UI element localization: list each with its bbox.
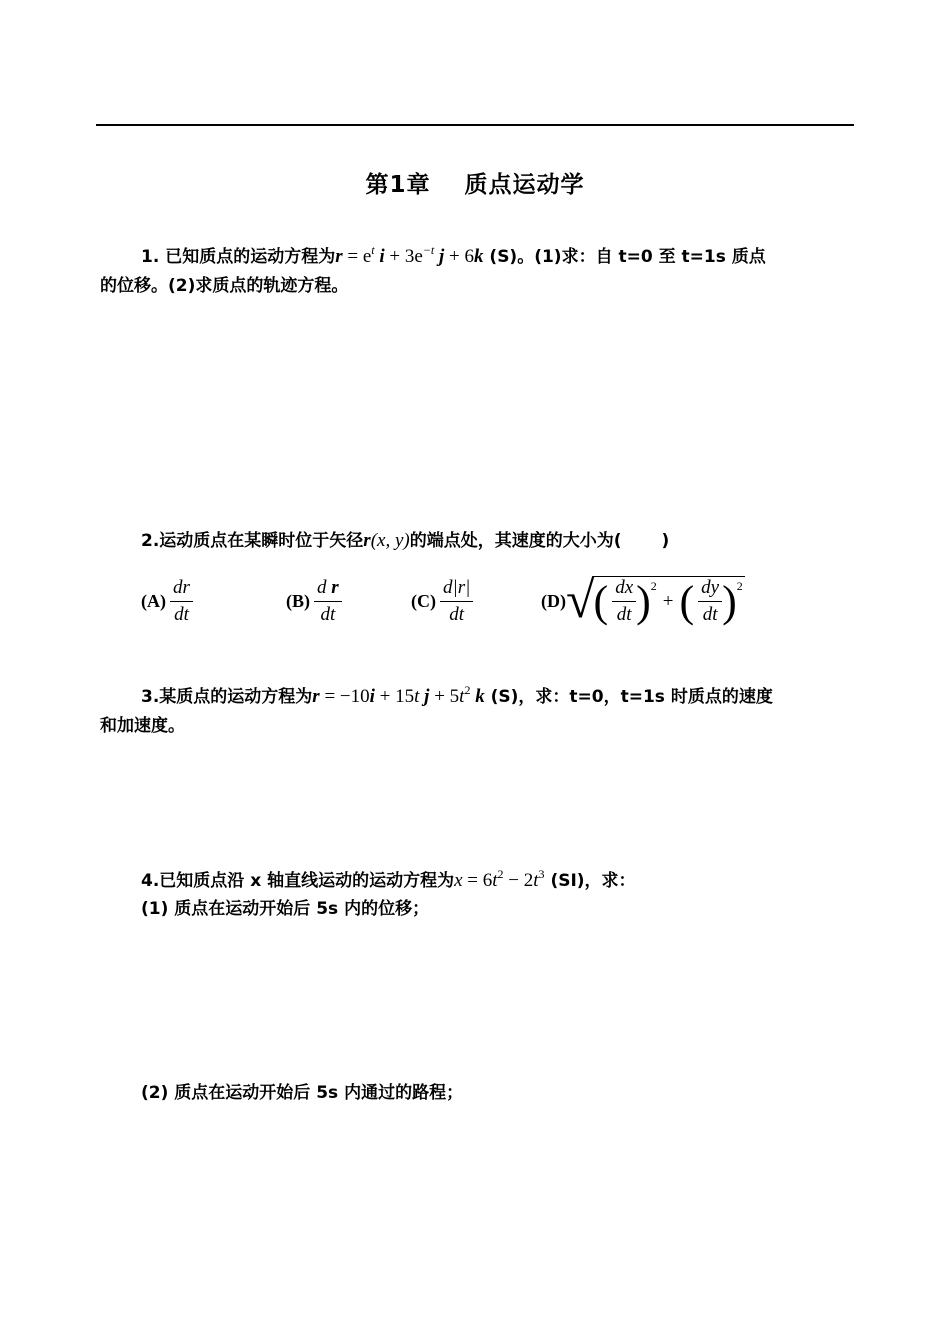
chapter-number: 第1章 bbox=[365, 172, 431, 198]
question-3-line-1 bbox=[141, 678, 773, 709]
option-c bbox=[411, 570, 473, 632]
question-3-equation: r = −10i + 15t $j + 5t^2$ k bbox=[312, 683, 485, 707]
question-4-text: 4.已知质点沿 x 轴直线运动的运动方程为 bbox=[141, 871, 455, 891]
option-c-fraction: $\frac{d|r|}{dt}$ bbox=[440, 577, 473, 626]
question-2-stem bbox=[141, 529, 669, 553]
option-a-fraction: $\frac{dr}{dt}$ bbox=[170, 577, 193, 626]
option-a bbox=[141, 570, 193, 632]
question-2-vector: r(x, y) bbox=[363, 530, 410, 551]
option-b-fraction: $\frac{\text{d r}}{dt}$ bbox=[314, 577, 342, 626]
question-2-text: 2.运动质点在某瞬时位于矢径 bbox=[141, 531, 364, 551]
question-1-line-2: 的位移。(2)求质点的轨迹方程。 bbox=[100, 276, 349, 296]
question-4-stem bbox=[141, 862, 636, 893]
question-4-text-suffix: (SI)，求： bbox=[544, 871, 636, 891]
question-1-text-suffix: (S)。(1)求：自 t=0 至 t=1s 质点 bbox=[483, 247, 766, 267]
option-d bbox=[541, 570, 745, 632]
chapter-title bbox=[0, 166, 950, 199]
question-3-text: 3.某质点的运动方程为 bbox=[141, 687, 313, 707]
question-3-text-suffix: (S)，求：t=0，t=1s 时质点的速度 bbox=[484, 687, 773, 707]
question-4-part-1: (1) 质点在运动开始后 5s 内的位移； bbox=[141, 899, 430, 919]
question-1-equation: $r = e^t$ $i + 3e^{-t}$ j + 6k bbox=[335, 243, 484, 267]
sqrt-sign: √ bbox=[566, 572, 595, 629]
question-2-close-paren: ) bbox=[661, 531, 670, 551]
question-4-equation: $x = 6t^2 - 2t^3$ bbox=[454, 867, 545, 891]
chapter-name: 质点运动学 bbox=[464, 172, 585, 198]
question-4-part-2: (2) 质点在运动开始后 5s 内通过的路程； bbox=[141, 1083, 464, 1103]
option-d-label: (D) bbox=[541, 590, 566, 611]
question-3-line-2: 和加速度。 bbox=[100, 716, 185, 736]
option-c-label: (C) bbox=[411, 590, 436, 611]
question-1-text: 1. 已知质点的运动方程为 bbox=[141, 247, 336, 267]
option-a-label: (A) bbox=[141, 590, 166, 611]
option-b bbox=[286, 570, 342, 632]
option-b-label: (B) bbox=[286, 590, 310, 611]
header-rule bbox=[96, 124, 854, 126]
question-1-line-1 bbox=[141, 238, 766, 269]
option-d-expression: ( $\frac{dx}{dt}$ ) 2 + ( $\frac{dy}{dt}$ ) 2 bbox=[593, 576, 743, 626]
question-2-text-suffix: 的端点处，其速度的大小为( bbox=[409, 531, 622, 551]
